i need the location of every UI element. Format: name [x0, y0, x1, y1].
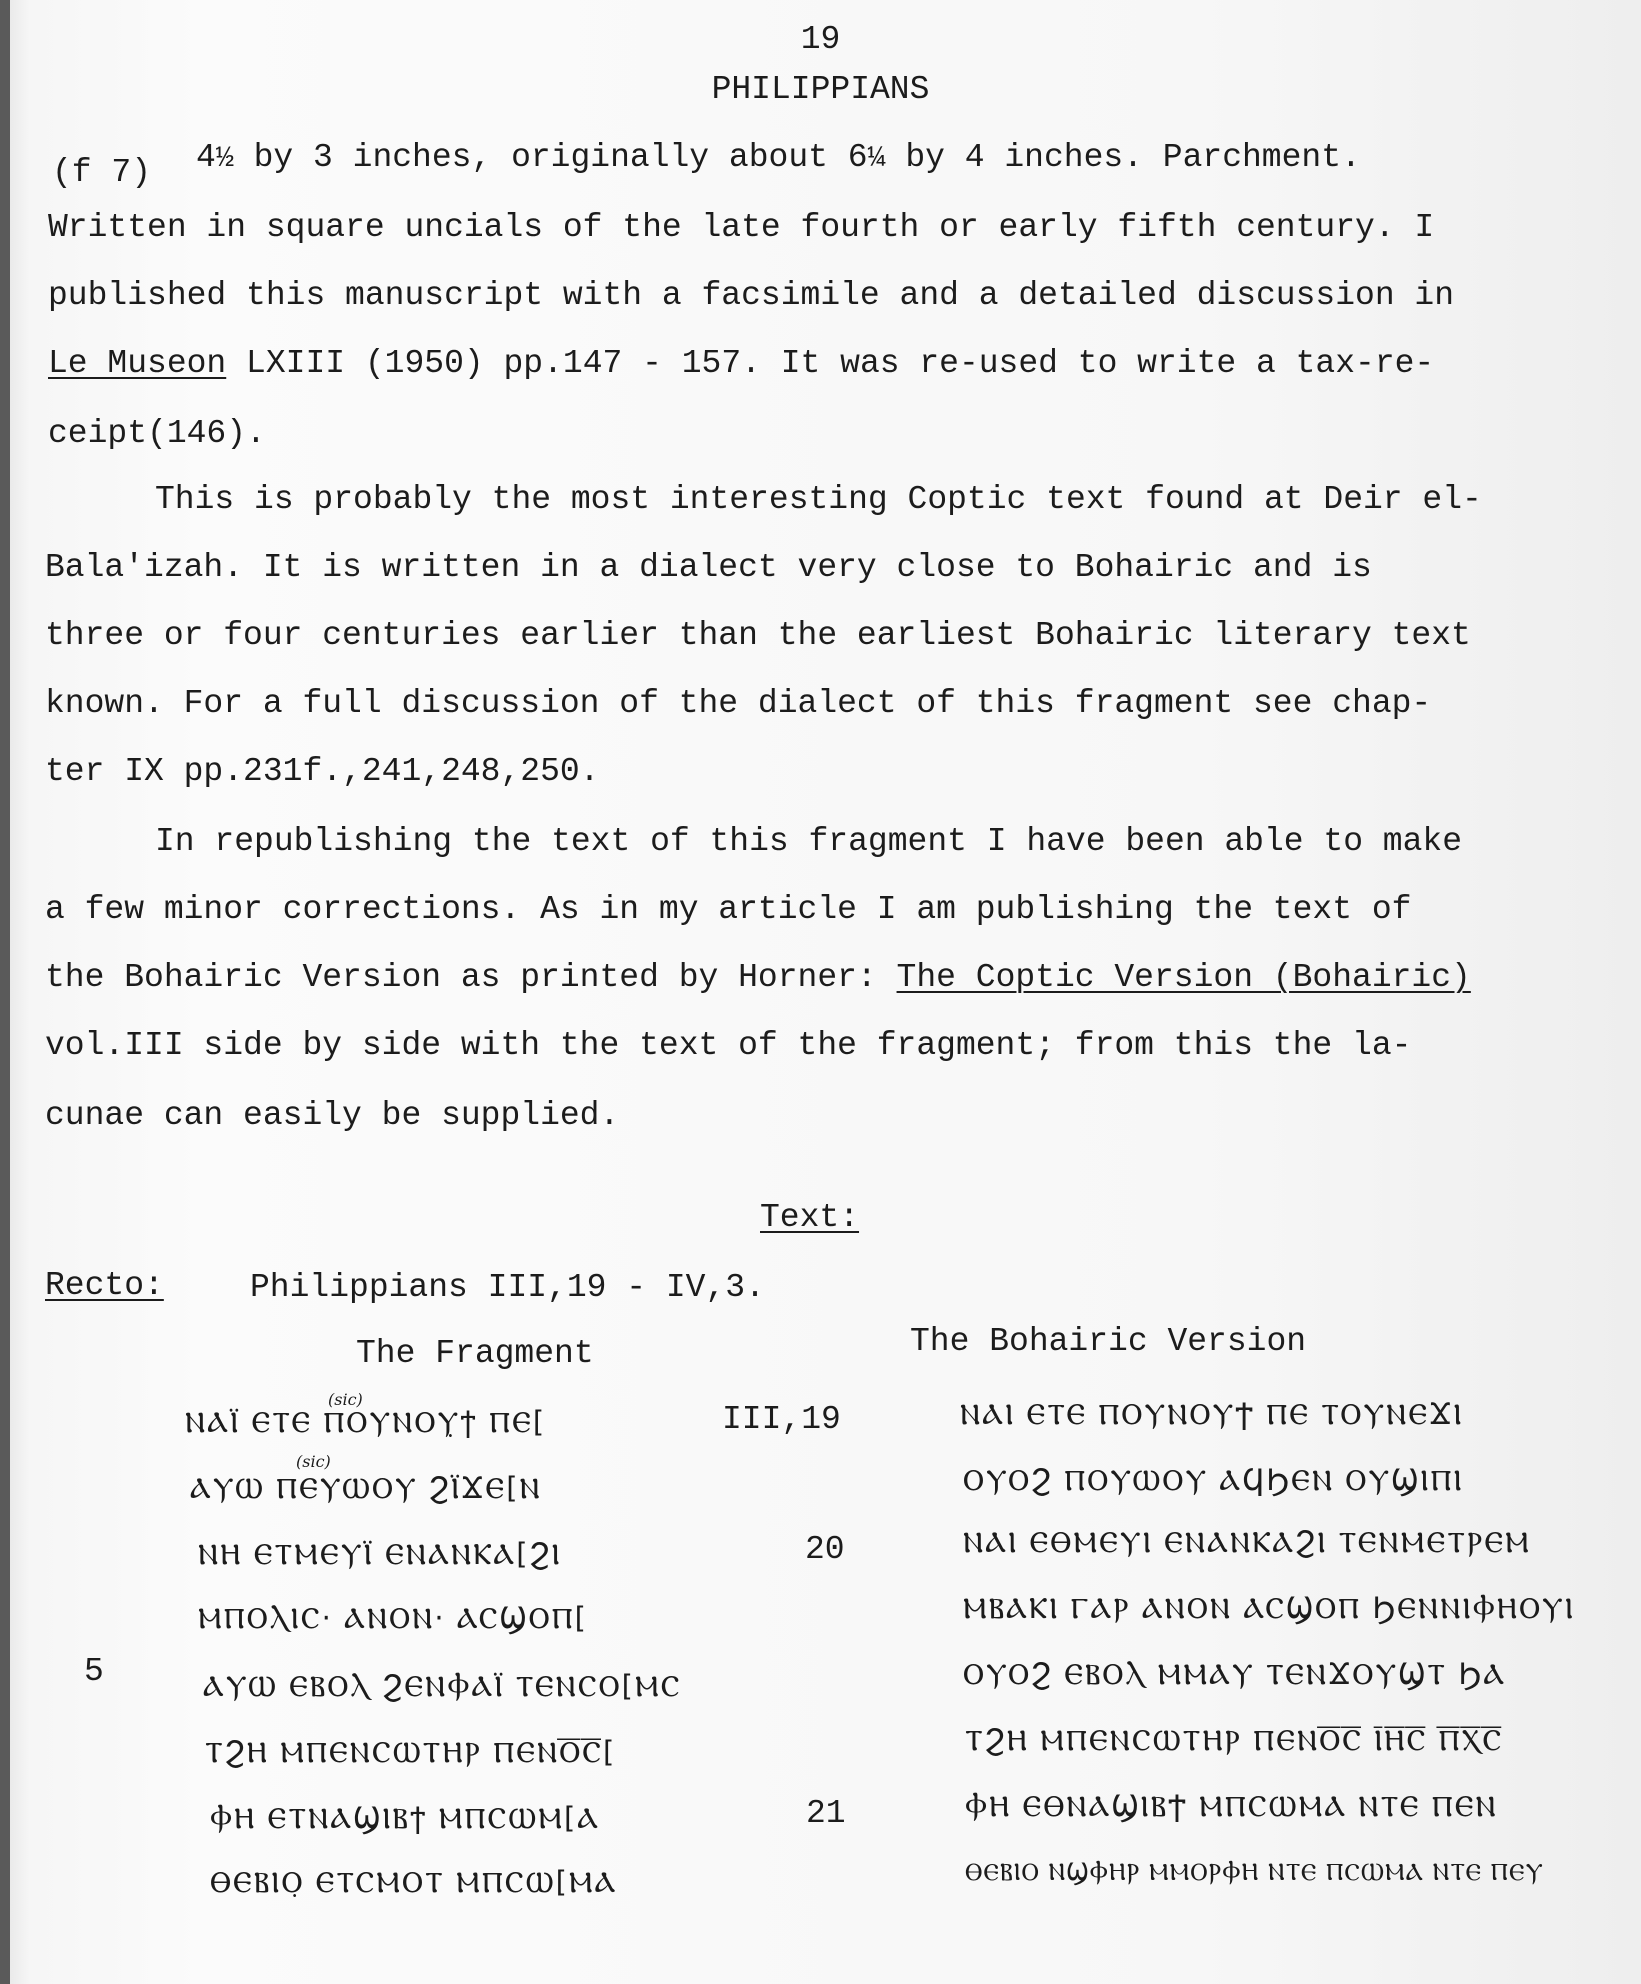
para3-line-3: the Bohairic Version as printed by Horner: The Coptic Version (Bohairic): [45, 959, 1471, 996]
intro-line-2: Written in square uncials of the late fourth or early fifth century. I: [48, 209, 1435, 246]
intro-line-4: Le Museon LXIII (1950) pp.147 - 157. It was re-used to write a tax-re-: [48, 345, 1435, 382]
fragment-line: ⲘⲠⲞⲖⲒⲤ· ⲀⲚⲞⲚ· ⲀⲤϢⲞⲠ[: [198, 1601, 588, 1635]
fragment-column-header: The Fragment: [356, 1335, 594, 1372]
para2-line-2: Bala'izah. It is written in a dialect very close to Bohairic and is: [45, 549, 1372, 586]
fragment-line: ⲦϨⲎ ⲘⲠⲈⲚⲤⲰⲦⲎⲢ ⲠⲈⲚⲞ̅Ⲥ̅[: [205, 1735, 617, 1769]
recto-reference: Philippians III,19 - IV,3.: [250, 1269, 765, 1306]
fragment-line: ⲚⲀⲒ̈ ⲈⲦⲈ ⲠⲞⲨⲚⲞⲨ̣ϯ ⲠⲈ[: [185, 1405, 547, 1439]
para2-line-5: ter IX pp.231f.,241,248,250.: [45, 753, 600, 790]
verse-number: III,19: [722, 1401, 841, 1438]
fragment-line: ⲚⲎ ⲈⲦⲘⲈⲨⲒ̈ ⲈⲚⲀⲚⲔⲀ[ϨⲒ: [198, 1537, 562, 1571]
line-number: 5: [84, 1653, 104, 1690]
journal-title: Le Museon: [48, 345, 227, 382]
binding-edge: [0, 0, 10, 1984]
para2-line-1: This is probably the most interesting Coptic text found at Deir el-: [155, 481, 1482, 518]
bohairic-line: ⲚⲀⲒ ⲈⲐⲘⲈⲨⲒ ⲈⲚⲀⲚⲔⲀϨⲒ ⲦⲈⲚⲘⲈⲦⲢⲈⲘ: [963, 1525, 1531, 1559]
fragment-line: ⲪⲎ ⲈⲦⲚⲀϢⲒⲂϯ ⲘⲠⲤⲰⲘ[Ⲁ: [210, 1801, 601, 1835]
page-title: PHILIPPIANS: [711, 71, 930, 108]
page-number: 19: [800, 21, 841, 58]
intro-line-1: 4½ by 3 inches, originally about 6¼ by 4 inches. Parchment.: [196, 139, 1361, 176]
bohairic-line: ⲐⲈⲂⲒⲞ ⲚϢⲪⲎⲢ ⲘⲘⲞⲢⲪⲎ ⲚⲦⲈ ⲠⲤⲰⲘⲀ ⲚⲦⲈ ⲠⲈⲨ: [965, 1858, 1544, 1886]
para2-line-3: three or four centuries earlier than the earliest Bohairic literary text: [45, 617, 1471, 654]
bohairic-line: ⲪⲎ ⲈⲐⲚⲀϢⲒⲂϮ ⲘⲠⲤⲰⲘⲀ ⲚⲦⲈ ⲠⲈⲚ: [965, 1789, 1498, 1823]
intro-line-5: ceipt(146).: [48, 415, 266, 452]
bohairic-line: ⲚⲀⲒ ⲈⲦⲈ ⲠⲞⲨⲚⲞⲨϮ ⲠⲈ ⲦⲞⲨⲚⲈϪⲒ: [960, 1397, 1464, 1431]
fragment-line: ⲀⲨⲰ ⲈⲂⲞⲖ ϨⲈⲚⲪⲀⲒ̈ ⲦⲈⲚⲤⲞ[ⲘⲤ: [203, 1669, 682, 1703]
para3-line-2: a few minor corrections. As in my article I am publishing the text of: [45, 891, 1412, 928]
fragment-line: ⲀⲨⲰ ⲠⲈⲨⲰⲞⲨ ϨⲒ̈ϪⲈ[Ⲛ: [190, 1471, 542, 1505]
intro-line-3: published this manuscript with a facsimile and a detailed discussion in: [48, 277, 1455, 314]
para3-line-1: In republishing the text of this fragment I have been able to make: [155, 823, 1463, 860]
verse-number: 20: [805, 1531, 845, 1568]
sic-annotation-1: (sic): [328, 1390, 363, 1409]
horner-title: The Coptic Version (Bohairic): [896, 959, 1471, 996]
para3-line-4: vol.III side by side with the text of the fragment; from this the la-: [45, 1027, 1412, 1064]
para2-line-4: known. For a full discussion of the dialect of this fragment see chap-: [45, 685, 1432, 722]
text-heading: Text:: [760, 1199, 860, 1236]
bohairic-column-header: The Bohairic Version: [910, 1323, 1307, 1360]
bohairic-line: ⲦϨⲎ ⲘⲠⲈⲚⲤⲰⲦⲎⲢ ⲠⲈⲚⲞ̅Ⲥ̅ Ⲓ̅Ⲏ̅Ⲥ̅ Ⲡ̅Ⲭ̅Ⲥ̅: [965, 1723, 1504, 1757]
bohairic-line: ⲘⲂⲀⲔⲒ ⲄⲀⲢ ⲀⲚⲞⲚ ⲀⲤϢⲞⲠ ϦⲈⲚⲚⲒⲪⲎⲞⲨⲒ: [963, 1591, 1576, 1625]
para3-line-5: cunae can easily be supplied.: [45, 1097, 620, 1134]
fragment-line: ⲐⲈⲂⲒⲞ̣ ⲈⲦⲤⲘⲞⲦ ⲘⲠⲤⲰ[ⲘⲀ: [210, 1865, 618, 1899]
bohairic-line: ⲞⲨⲞϨ ⲈⲂⲞⲖ ⲘⲘⲀⲨ ⲦⲈⲚϪⲞⲨϢⲦ ϦⲀ: [963, 1657, 1507, 1691]
verse-number: 21: [806, 1795, 846, 1832]
recto-label: Recto:: [45, 1267, 164, 1304]
sic-annotation-2: (sic): [296, 1452, 331, 1471]
manuscript-label: (f 7): [52, 154, 152, 191]
bohairic-line: ⲞⲨⲞϨ ⲠⲞⲨⲰⲞⲨ ⲀϤϦⲈⲚ ⲞⲨϢⲒⲠⲒ: [963, 1463, 1464, 1497]
